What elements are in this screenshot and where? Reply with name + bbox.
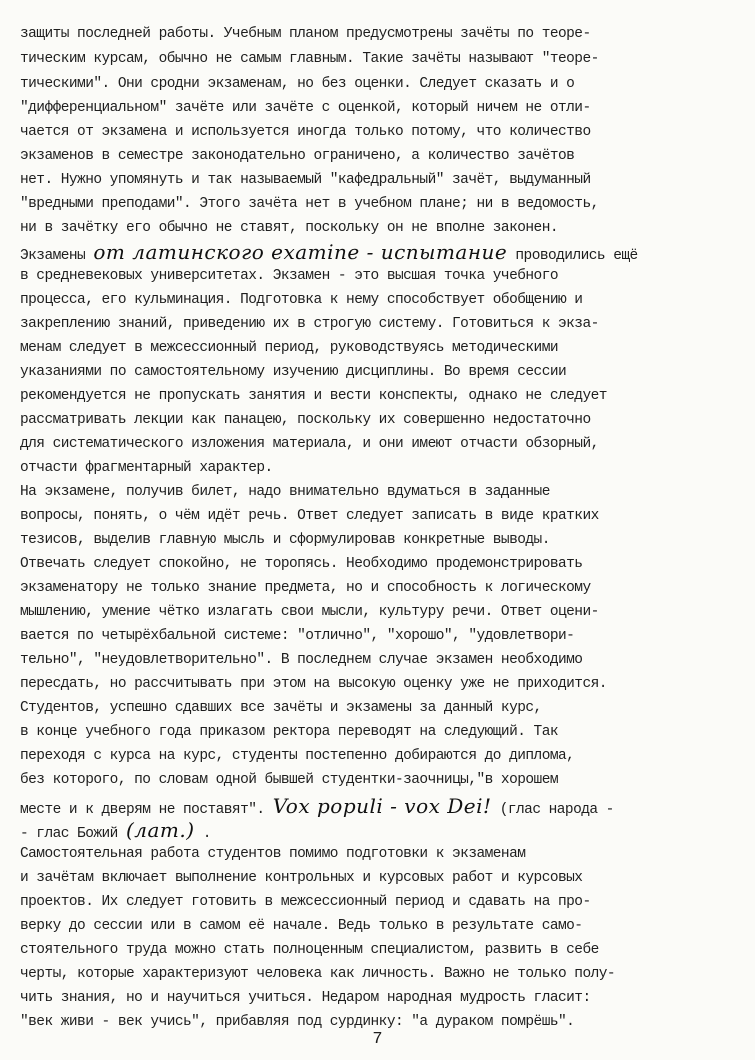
text-line: тезисов, выделив главную мысль и сформулировав конкретные выводы. — [20, 532, 550, 548]
text-line: Студентов, успешно сдавших все зачёты и экзамены за данный курс, — [20, 700, 542, 716]
text-line: рассматривать лекции как панацею, поскольку их совершенно недостаточно — [20, 412, 591, 428]
text-line: в средневековых университетах. Экзамен - это высшая точка учебного — [20, 268, 558, 284]
text-line: месте и к дверям не поставят". Vox populi - vox Dei! (глас народа - — [20, 796, 614, 818]
handwritten-insert: (лат.) — [125, 820, 195, 842]
text-line: в конце учебного года приказом ректора переводят на следующий. Так — [20, 724, 558, 740]
text-line: чается от экзамена и используется иногда только потому, что количество — [20, 124, 591, 140]
text-line: рекомендуется не пропускать занятия и вести конспекты, однако не следует — [20, 388, 607, 404]
text-line: Отвечать следует спокойно, не торопясь. Необходимо продемонстрировать — [20, 556, 583, 572]
text-line: верку до сессии или в самом её начале. Ведь только в результате само- — [20, 918, 583, 934]
text-line: менам следует в межсессионный период, руководствуясь методическими — [20, 340, 558, 356]
text-line: процесса, его кульминация. Подготовка к нему способствует обобщению и — [20, 292, 583, 308]
text-line: и зачётам включает выполнение контрольных и курсовых работ и курсовых — [20, 870, 583, 886]
text-line: для систематического изложения материала, и они имеют отчасти обзорный, — [20, 436, 599, 452]
text-line: - глас Божий (лат.) . — [20, 820, 211, 842]
text-line: вается по четырёхбальной системе: "отлично", "хорошо", "удовлетвори- — [20, 628, 575, 644]
text-line: Экзамены от латинского examine - испытание проводились ещё — [20, 242, 638, 264]
handwritten-insert: Vox populi - vox Dei! — [272, 796, 492, 818]
text-line: экзаменов в семестре законодательно ограничено, а количество зачётов — [20, 148, 575, 164]
text-line: без которого, по словам одной бывшей студентки-заочницы,"в хорошем — [20, 772, 558, 788]
text-line: На экзамене, получив билет, надо внимательно вдуматься в заданные — [20, 484, 550, 500]
text-line: пересдать, но рассчитывать при этом на высокую оценку уже не приходится. — [20, 676, 607, 692]
page-number: 7 — [372, 1030, 383, 1049]
text-line: тическими". Они сродни экзаменам, но без оценки. Следует сказать и о — [20, 76, 575, 92]
text-line: "вредными преподами". Этого зачёта нет в учебном плане; ни в ведомость, — [20, 196, 599, 212]
text-line: тельно", "неудовлетворительно". В последнем случае экзамен необходимо — [20, 652, 583, 668]
text-line: "дифференциальном" зачёте или зачёте с оценкой, который ничем не отли- — [20, 100, 591, 116]
text-line: черты, которые характеризуют человека как личность. Важно не только полу- — [20, 966, 616, 982]
handwritten-insert: от латинского examine - испытание — [93, 242, 508, 264]
text-line: вопросы, понять, о чём идёт речь. Ответ следует записать в виде кратких — [20, 508, 599, 524]
text-line: переходя с курса на курс, студенты постепенно добираются до диплома, — [20, 748, 575, 764]
text-line: экзаменатору не только знание предмета, но и способность к логическому — [20, 580, 591, 596]
text-line: чить знания, но и научиться учиться. Недаром народная мудрость гласит: — [20, 990, 591, 1006]
text-line: ни в зачётку его обычно не ставят, поскольку он не вполне законен. — [20, 220, 558, 236]
text-line: указаниями по самостоятельному изучению дисциплины. Во время сессии — [20, 364, 567, 380]
text-line: защиты последней работы. Учебным планом предусмотрены зачёты по теоре- — [20, 26, 591, 42]
text-line: "век живи - век учись", прибавляя под сурдинку: "а дураком помрёшь". — [20, 1014, 575, 1030]
text-line: отчасти фрагментарный характер. — [20, 460, 273, 476]
text-line: мышлению, умение чётко излагать свои мысли, культуру речи. Ответ оцени- — [20, 604, 599, 620]
text-line: Самостоятельная работа студентов помимо подготовки к экзаменам — [20, 846, 526, 862]
text-line: нет. Нужно упомянуть и так называемый "кафедральный" зачёт, выдуманный — [20, 172, 591, 188]
text-line: стоятельного труда можно стать полноценным специалистом, развить в себе — [20, 942, 599, 958]
text-line: закреплению знаний, приведению их в строгую систему. Готовиться к экза- — [20, 316, 599, 332]
text-line: проектов. Их следует готовить в межсессионный период и сдавать на про- — [20, 894, 591, 910]
text-line: тическим курсам, обычно не самым главным. Такие зачёты называют "теоре- — [20, 51, 599, 67]
